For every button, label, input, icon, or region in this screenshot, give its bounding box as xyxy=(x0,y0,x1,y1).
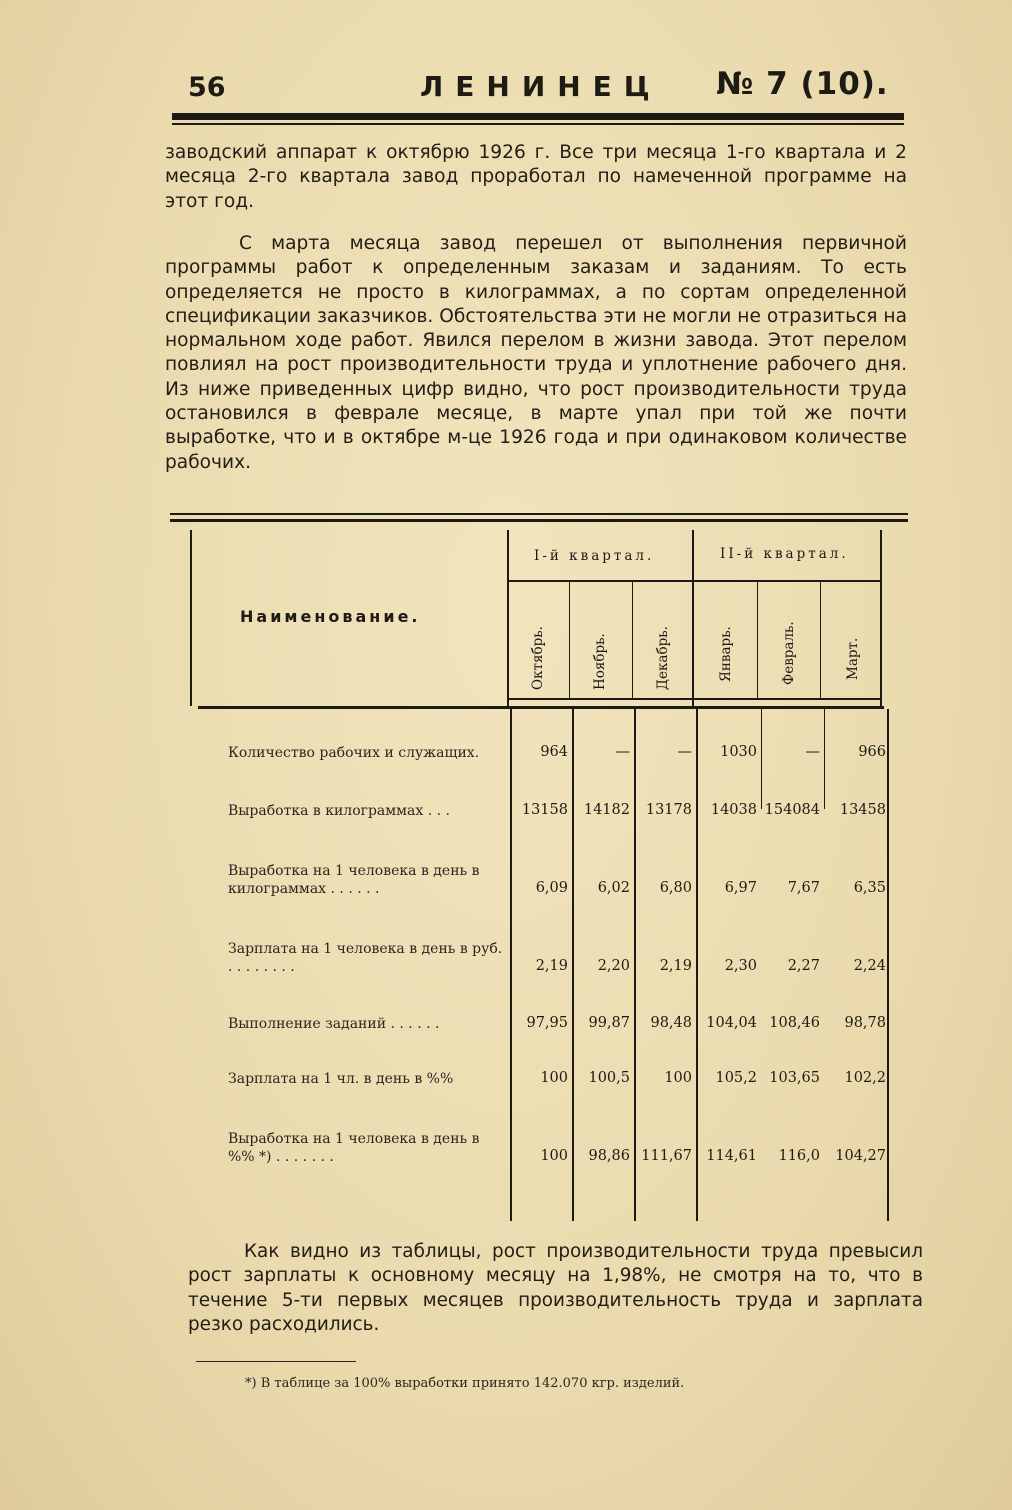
paragraph-3: Как видно из таблицы, рост производительности труда превысил рост зарплаты к основному месяцу на 1,98%, не смотря на то, что в течение 5-ти первых месяцев производительность труда и зарплата резко расходились. xyxy=(188,1241,923,1335)
col-divider xyxy=(632,582,633,700)
table-cell: 105,2 xyxy=(715,1070,757,1086)
page-header xyxy=(188,62,908,110)
name-column-header: Наименование. xyxy=(240,607,421,626)
table-cell: 2,24 xyxy=(853,958,886,974)
header-bottom-rule xyxy=(198,706,884,709)
row-label: Выработка на 1 человека в день в килограммах . . . . . . xyxy=(228,863,480,897)
table-cell: 2,19 xyxy=(535,958,568,974)
paragraph-2: С марта месяца завод перешел от выполнения первичной программы работ к определенным заказам и заданиям. То есть определяется не просто в килограммах, а по сортам определенной спецификации заказчиков. Обстоятельства эти не могли не отразиться на нормальном ходе работ. Явился перелом в жизни завода. Этот перелом повлиял на рост производительности труда и уплотнение рабочего дня. Из ниже приведенных цифр видно, что рост производительности труда остановился в феврале месяце, в марте упал при той же почти выработке, что и в октябре м-це 1926 года и при одинаковом количестве рабочих. xyxy=(165,233,907,473)
table-top-rule-thick xyxy=(170,519,908,522)
month-header: Ноябрь. xyxy=(592,633,608,690)
month-header: Январь. xyxy=(718,626,734,682)
table-cell: 7,67 xyxy=(787,880,820,896)
table-cell: 114,61 xyxy=(706,1148,757,1164)
table-cell: 100 xyxy=(540,1070,568,1086)
table-cell: 100 xyxy=(664,1070,692,1086)
month-header: Март. xyxy=(845,637,861,680)
row-label: Количество рабочих и служащих. xyxy=(228,745,480,761)
table-cell: 6,35 xyxy=(853,880,886,896)
table-cell: 13458 xyxy=(839,802,886,818)
table-cell: 104,04 xyxy=(706,1015,757,1031)
table-cell: 102,2 xyxy=(844,1070,886,1086)
journal-title: ЛЕНИНЕЦ xyxy=(420,70,662,103)
quarter-rule xyxy=(508,580,880,582)
row-label: Выполнение заданий . . . . . . xyxy=(228,1016,440,1032)
page-number: 56 xyxy=(188,72,226,103)
header-rule-thin xyxy=(172,123,904,125)
table-cell: 2,19 xyxy=(659,958,692,974)
table-cell: 6,02 xyxy=(597,880,630,896)
row-label: Зарплата на 1 чл. в день в %% xyxy=(228,1071,454,1087)
table-cell: 1030 xyxy=(720,744,757,760)
table-cell: 13178 xyxy=(645,802,692,818)
table-cell: 98,78 xyxy=(844,1015,886,1031)
table-cell: 966 xyxy=(858,744,886,760)
col-divider xyxy=(757,582,758,700)
header-rule-thick xyxy=(172,113,904,120)
body-right-border xyxy=(887,709,889,1221)
table-cell: 108,46 xyxy=(769,1015,820,1031)
table-cell: 100,5 xyxy=(588,1070,630,1086)
table-cell: 2,30 xyxy=(724,958,757,974)
table-cell: 2,20 xyxy=(597,958,630,974)
table-cell: 14182 xyxy=(583,802,630,818)
table-cell: 6,80 xyxy=(659,880,692,896)
table-cell: 6,09 xyxy=(535,880,568,896)
quarter-divider xyxy=(692,530,694,706)
table-cell: 13158 xyxy=(521,802,568,818)
month-rule xyxy=(508,698,882,700)
table-cell: 6,97 xyxy=(724,880,757,896)
table-cell: 97,95 xyxy=(526,1015,568,1031)
table-cell: 14038 xyxy=(710,802,757,818)
body-quarter-divider xyxy=(696,709,698,1221)
table-cell: — xyxy=(805,744,820,760)
table-cell: — xyxy=(615,744,630,760)
paragraph-1: заводский аппарат к октябрю 1926 г. Все три месяца 1-го квартала и 2 месяца 2-го квартала завод проработал по намеченной программе на этот год. xyxy=(165,142,907,212)
table-cell: 116,0 xyxy=(778,1148,820,1164)
col-divider xyxy=(820,582,821,700)
row-label: Зарплата на 1 человека в день в руб. . . . . . . . . xyxy=(228,941,503,975)
table-cell: 98,48 xyxy=(650,1015,692,1031)
month-header: Октябрь. xyxy=(530,626,546,690)
table-right-border xyxy=(880,530,882,706)
footnote: *) В таблице за 100% выработки принято 142.070 кгр. изделий. xyxy=(245,1376,685,1391)
quarter-1-header: I-й квартал. xyxy=(534,548,655,564)
table-cell: 103,65 xyxy=(769,1070,820,1086)
body-col-divider xyxy=(824,709,825,809)
table-cell: 2,27 xyxy=(787,958,820,974)
table-top-rule xyxy=(170,513,908,515)
footnote-rule xyxy=(196,1361,356,1362)
row-label: Выработка в килограммах . . . xyxy=(228,803,450,819)
table-cell: 104,27 xyxy=(835,1148,886,1164)
month-header: Декабрь. xyxy=(655,626,671,690)
row-label: Выработка на 1 человека в день в %% *) . . . . . . . xyxy=(228,1131,480,1165)
table-cell: 99,87 xyxy=(588,1015,630,1031)
name-col-divider xyxy=(507,530,509,706)
table-cell: — xyxy=(677,744,692,760)
table-cell: 154084 xyxy=(764,802,820,818)
table-cell: 964 xyxy=(540,744,568,760)
quarter-2-header: II-й квартал. xyxy=(720,546,849,562)
issue-number: № 7 (10). xyxy=(716,66,889,102)
month-header: Февраль. xyxy=(781,621,797,685)
table-cell: 98,86 xyxy=(588,1148,630,1164)
col-divider xyxy=(569,582,570,700)
table-cell: 111,67 xyxy=(641,1148,692,1164)
table-cell: 100 xyxy=(540,1148,568,1164)
table-left-border xyxy=(190,530,192,706)
